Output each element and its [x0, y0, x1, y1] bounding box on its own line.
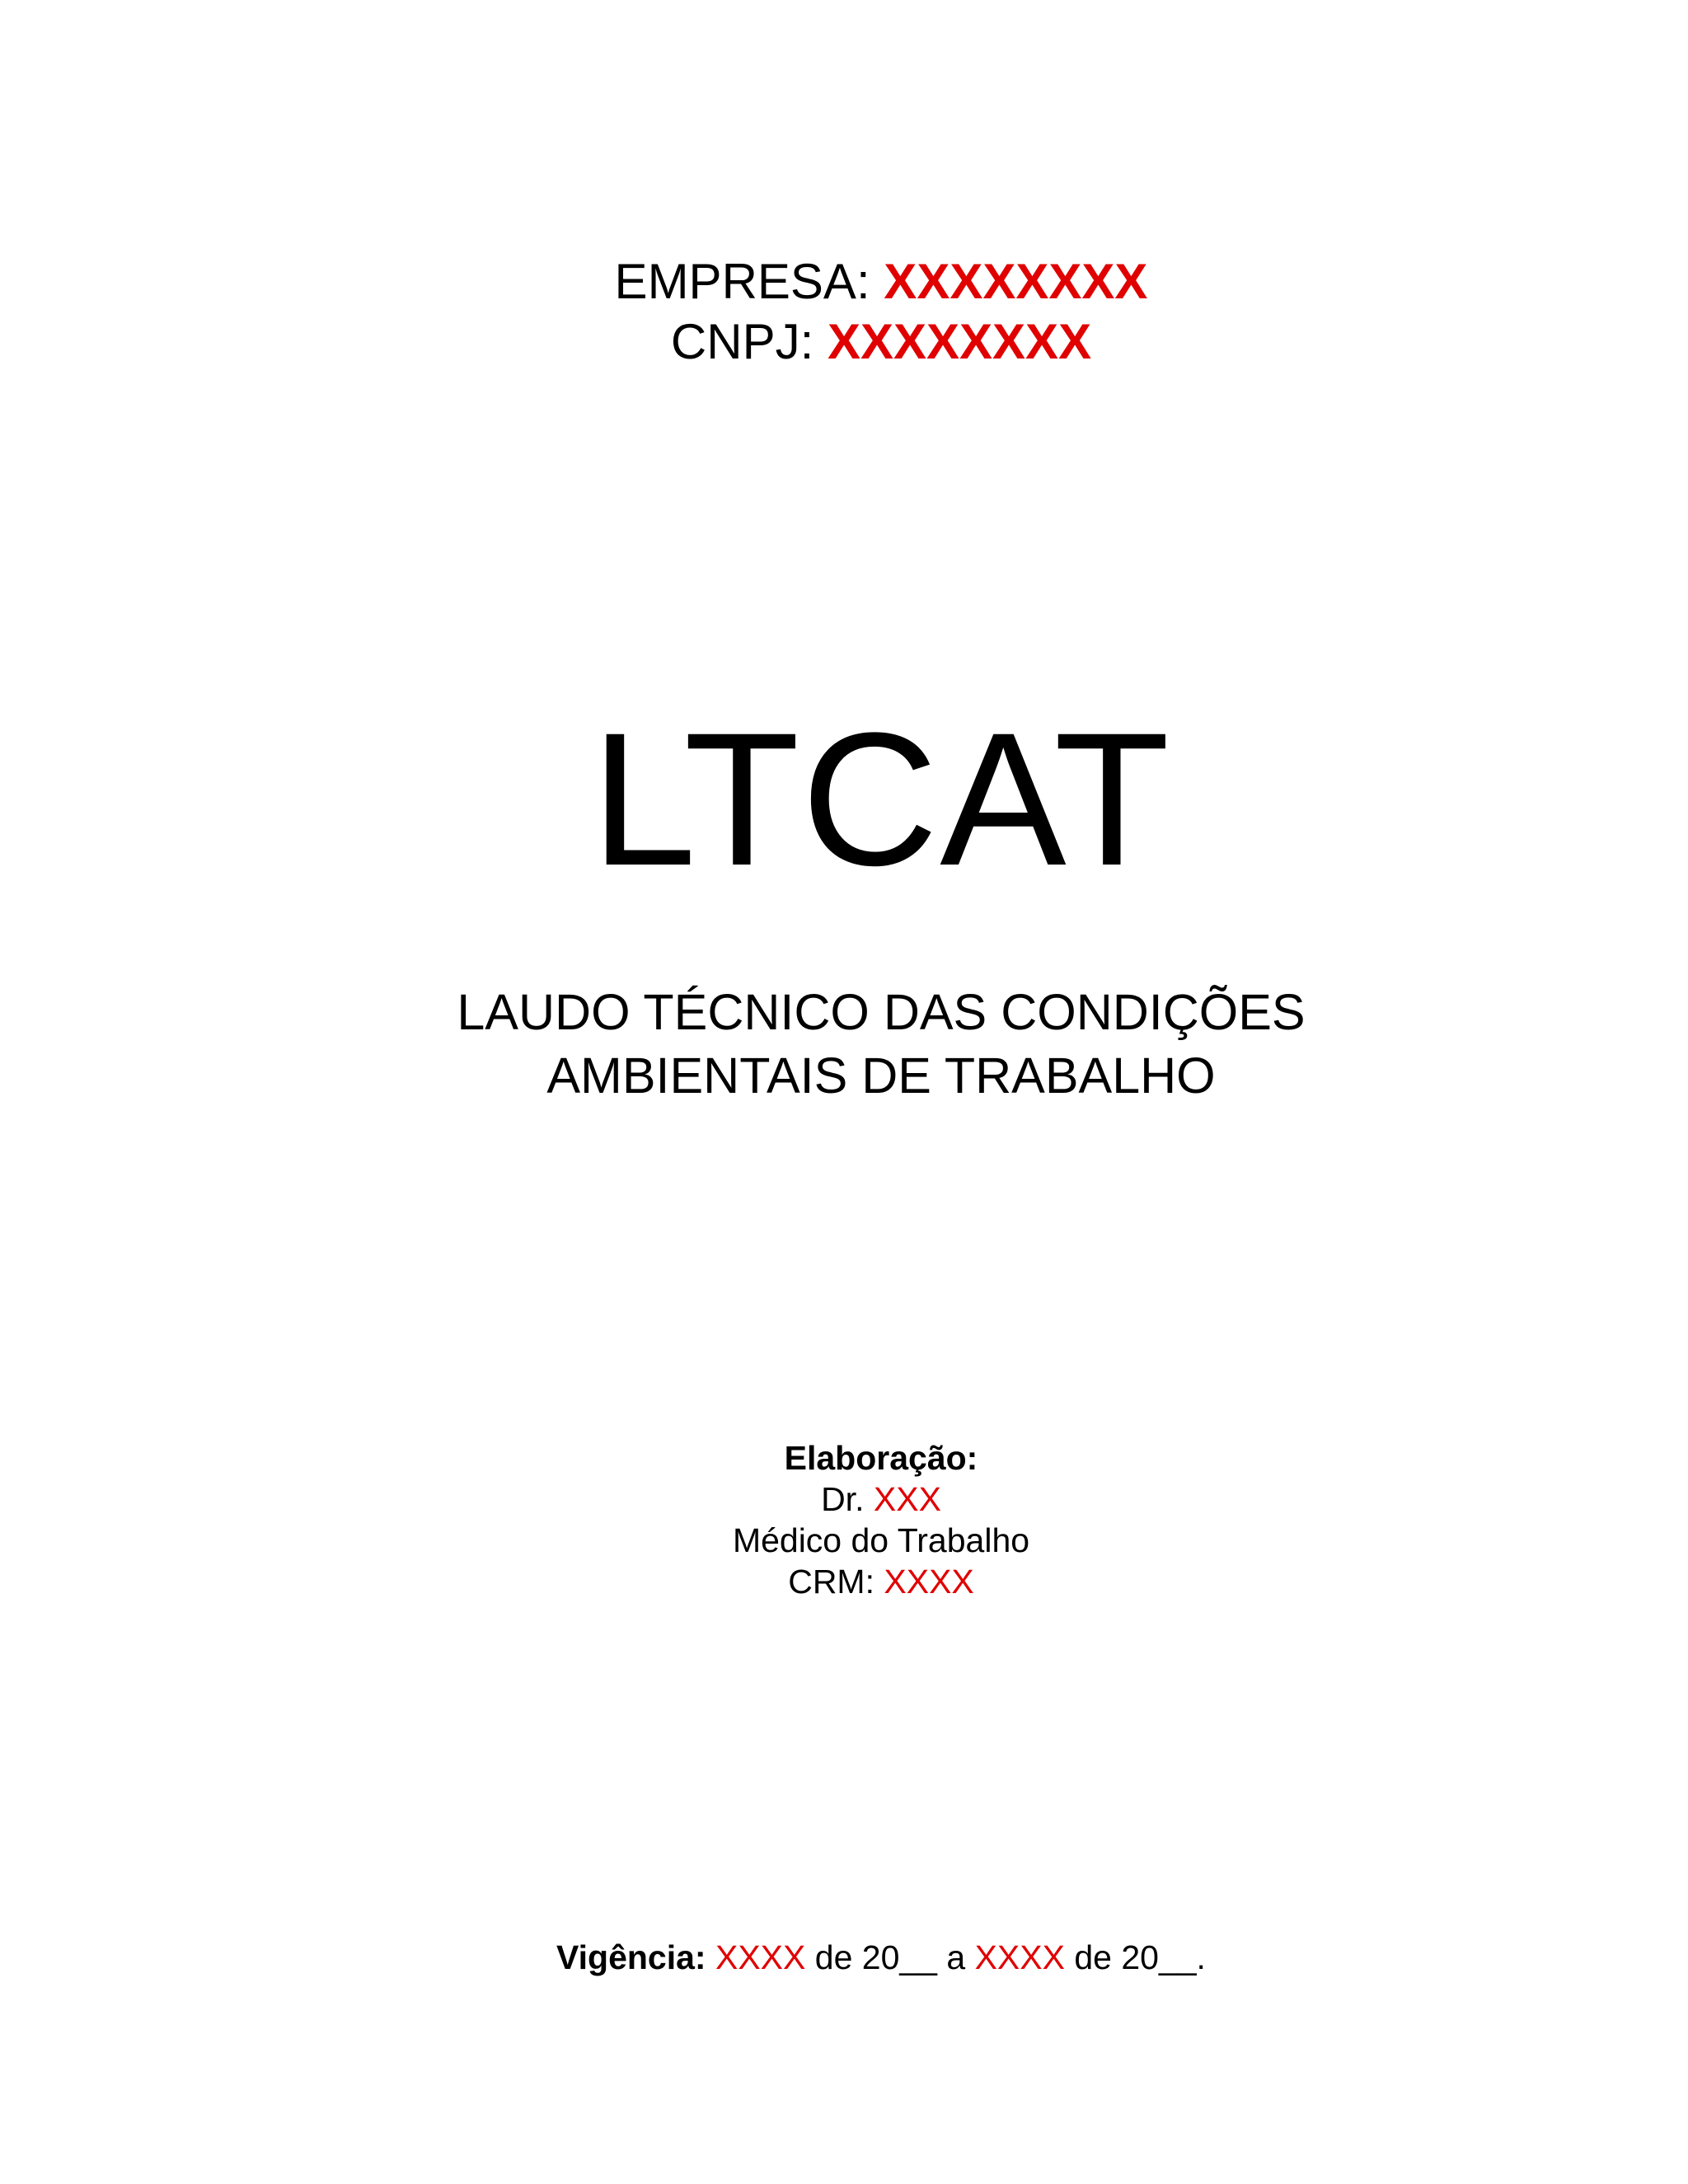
crm-line: [37, 1561, 1688, 1602]
company-line: [37, 251, 1688, 312]
doctor-line: [37, 1479, 1688, 1520]
validity-line: [37, 1935, 1688, 1980]
crm-value: XXXX: [884, 1563, 974, 1601]
cnpj-label: CNPJ:: [670, 314, 828, 369]
subtitle-line-1: LAUDO TÉCNICO DAS CONDIÇÕES: [457, 984, 1306, 1040]
validity-end-month: XXXX: [974, 1938, 1065, 1976]
crm-label: CRM:: [788, 1563, 884, 1601]
subtitle-line-2: AMBIENTAIS DE TRABALHO: [546, 1047, 1216, 1104]
doctor-prefix: Dr.: [821, 1480, 874, 1518]
document-title: LTCAT: [590, 693, 1172, 905]
doctor-role: Médico do Trabalho: [732, 1521, 1030, 1559]
cnpj-value: XXXXXXXX: [827, 314, 1092, 369]
validity-start-month: XXXX: [715, 1938, 806, 1976]
company-value: XXXXXXXX: [884, 254, 1148, 309]
validity-label: Vigência:: [556, 1938, 706, 1976]
validity-tail: de 20__.: [1064, 1938, 1206, 1976]
doctor-name: XXX: [873, 1480, 941, 1518]
cnpj-line: [37, 312, 1688, 373]
company-label: EMPRESA:: [614, 254, 884, 309]
validity-middle: de 20__ a: [805, 1938, 975, 1976]
elaboration-heading: Elaboração:: [784, 1439, 978, 1477]
